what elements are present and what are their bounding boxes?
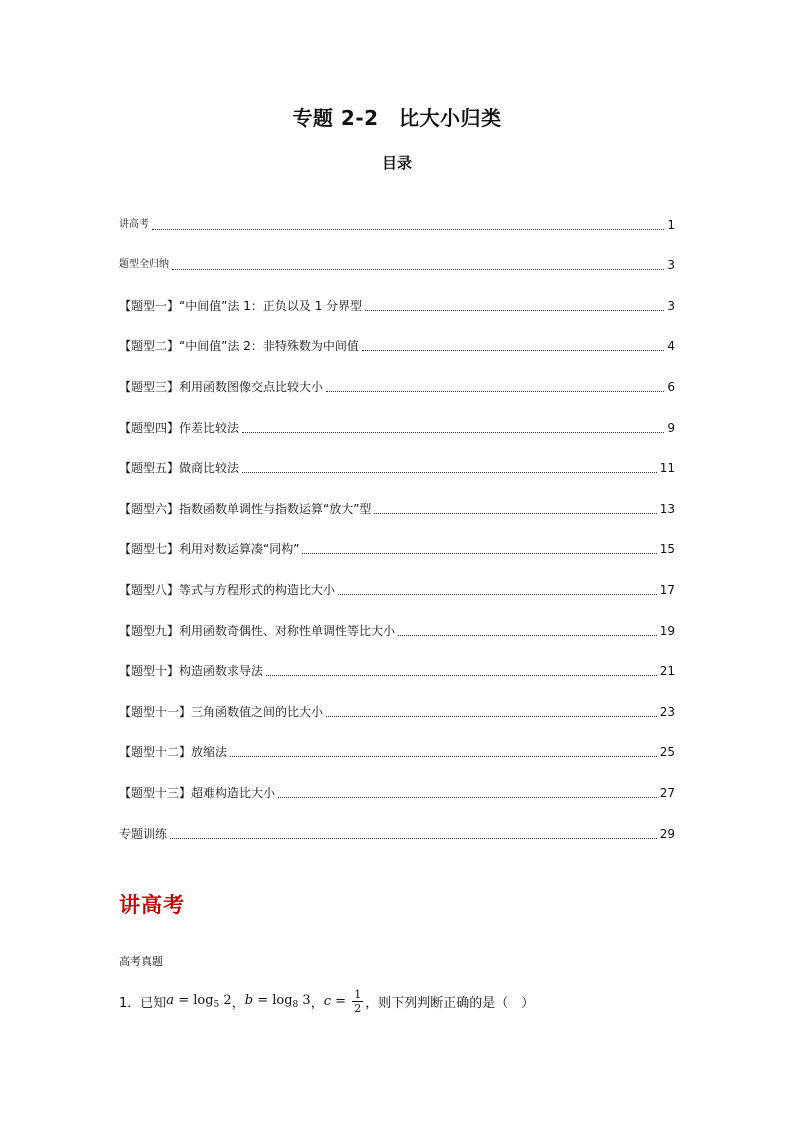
toc-leader-dots <box>326 716 657 717</box>
toc-entry-label: 【题型九】利用函数奇偶性、对称性单调性等比大小 <box>119 623 396 638</box>
toc-entry-page: 1 <box>667 217 675 232</box>
separator: ， <box>231 996 245 1011</box>
toc-entry-label: 【题型十二】放缩法 <box>119 745 228 760</box>
toc-entry[interactable] <box>119 557 675 598</box>
fraction-half: $\frac{1}{2}$ <box>354 988 362 1015</box>
question-tail: ，则下列判断正确的是（ ） <box>365 996 535 1011</box>
toc-entry[interactable] <box>119 476 675 517</box>
toc-entry-page: 23 <box>659 704 675 719</box>
expr-c: c = $\frac{1}{2}$ <box>323 988 362 1015</box>
toc-entry-label: 【题型四】作差比较法 <box>119 420 240 435</box>
toc-leader-dots <box>230 756 657 757</box>
toc-entry[interactable] <box>119 679 675 720</box>
toc-leader-dots <box>302 553 656 554</box>
toc-entry[interactable] <box>119 598 675 639</box>
toc-entry-page: 19 <box>659 623 675 638</box>
question-number: 1．已知 <box>119 996 167 1011</box>
toc-entry-page: 6 <box>667 379 675 394</box>
toc-entry[interactable] <box>119 233 675 274</box>
toc-entry[interactable] <box>119 314 675 355</box>
toc-entry-page: 17 <box>659 582 675 597</box>
toc-leader-dots <box>266 675 657 676</box>
section-heading: 讲高考 <box>119 892 185 917</box>
toc-entry[interactable] <box>119 354 675 395</box>
toc-entry-page: 29 <box>659 826 675 841</box>
toc-entry-page: 27 <box>659 785 675 800</box>
toc-leader-dots <box>152 229 664 230</box>
separator: ， <box>310 996 324 1011</box>
toc-leader-dots <box>326 391 664 392</box>
toc-leader-dots <box>338 594 657 595</box>
toc-heading: 目录 <box>381 154 412 172</box>
toc-entry-label: 【题型十一】三角函数值之间的比大小 <box>119 704 324 719</box>
toc-entry-page: 11 <box>659 461 675 476</box>
toc-entry-page: 4 <box>667 339 675 354</box>
toc-leader-dots <box>242 472 657 473</box>
toc-entry[interactable] <box>119 801 675 842</box>
toc-entry-label: 【题型六】指数函数单调性与指数运算“放大”型 <box>119 501 372 516</box>
toc-leader-dots <box>242 432 664 433</box>
toc-leader-dots <box>365 310 664 311</box>
toc-leader-dots <box>374 513 656 514</box>
toc-entry-page: 15 <box>659 542 675 557</box>
toc-entry-label: 【题型三】利用函数图像交点比较大小 <box>119 379 324 394</box>
expr-a: $a = \log_5 2$ <box>166 993 232 1010</box>
toc-entry-label: 讲高考 <box>119 218 149 230</box>
toc-entry-label: 【题型五】做商比较法 <box>119 461 240 476</box>
toc-entry[interactable] <box>119 639 675 680</box>
toc-entry-label: 题型全归纳 <box>119 259 169 271</box>
toc-entry-page: 13 <box>659 501 675 516</box>
subheading: 高考真题 <box>119 955 163 968</box>
question-1 <box>119 988 534 1015</box>
toc-entry-label: 【题型七】利用对数运算凑“同构” <box>119 542 300 557</box>
toc-leader-dots <box>170 838 657 839</box>
toc-entry-label: 【题型十】构造函数求导法 <box>119 664 264 679</box>
toc-leader-dots <box>278 797 657 798</box>
toc-entry-page: 9 <box>667 420 675 435</box>
toc-entry-label: 【题型八】等式与方程形式的构造比大小 <box>119 582 336 597</box>
toc-entry-label: 【题型一】“中间值”法 1：正负以及 1 分界型 <box>119 298 363 313</box>
toc-entry[interactable] <box>119 436 675 477</box>
toc-leader-dots <box>362 350 664 351</box>
toc-entry-page: 3 <box>667 258 675 273</box>
table-of-contents <box>119 192 675 842</box>
toc-entry-label: 【题型二】“中间值”法 2：非特殊数为中间值 <box>119 339 359 354</box>
toc-entry-page: 3 <box>667 298 675 313</box>
toc-entry[interactable] <box>119 273 675 314</box>
toc-entry[interactable] <box>119 192 675 233</box>
toc-entry[interactable] <box>119 517 675 558</box>
toc-entry-label: 【题型十三】超难构造比大小 <box>119 785 276 800</box>
toc-entry-page: 25 <box>659 745 675 760</box>
toc-entry[interactable] <box>119 720 675 761</box>
page-title: 专题 2-2 比大小归类 <box>292 106 502 130</box>
toc-entry-page: 21 <box>659 664 675 679</box>
toc-leader-dots <box>398 635 657 636</box>
toc-entry[interactable] <box>119 760 675 801</box>
toc-leader-dots <box>172 269 664 270</box>
toc-entry-label: 专题训练 <box>119 826 168 841</box>
toc-entry[interactable] <box>119 395 675 436</box>
expr-b: $b = \log_8 3$ <box>244 993 311 1010</box>
